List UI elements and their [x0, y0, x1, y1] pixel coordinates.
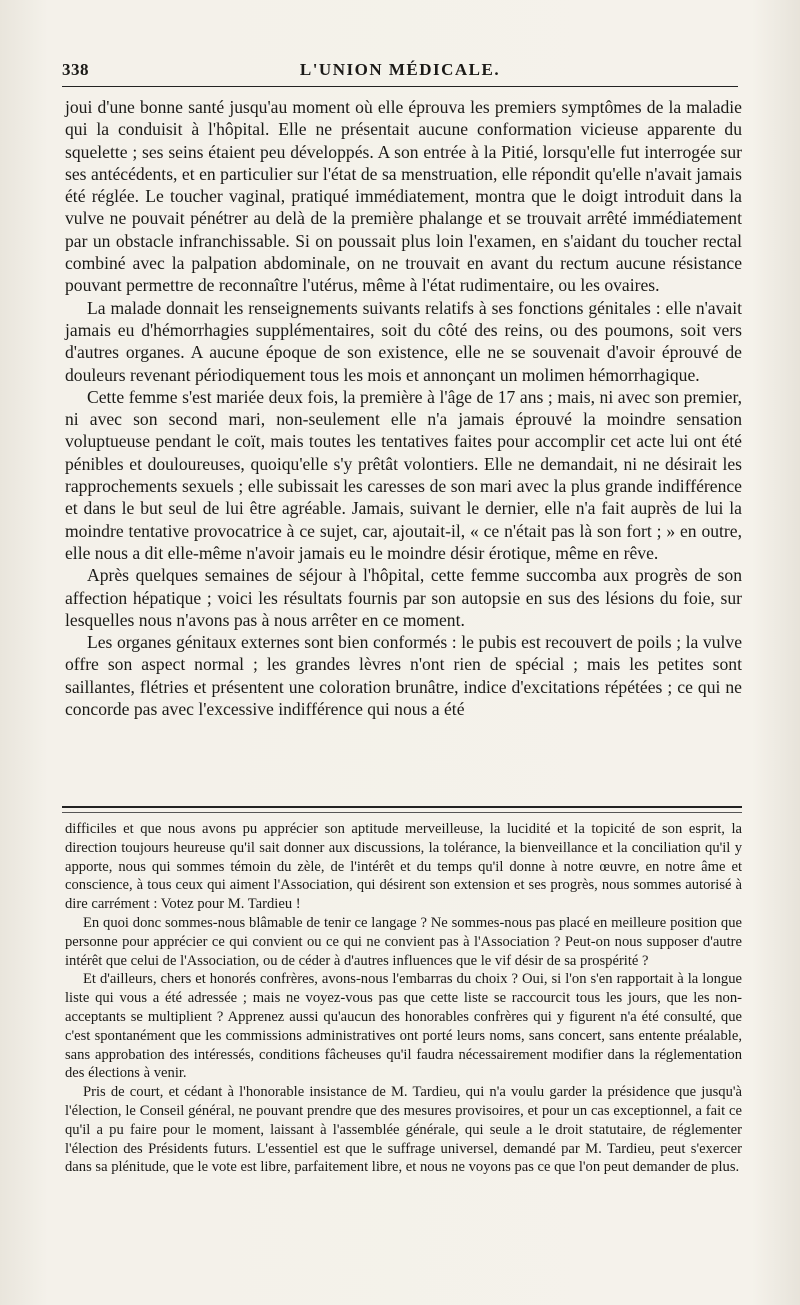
footnote-separator: [62, 806, 742, 813]
footnote-paragraph: Pris de court, et cédant à l'honorable insistance de M. Tardieu, qui n'a voulu garder la présidence que jusqu'à l'élection, le Conseil général, ne pouvant prendre que des mesures provisoires, et pour un cas exceptionnel, a fait ce qu'il a pu faire pour le moment, laissant à l'assemblée générale, qui seule a le droit statutaire, de réglementer l'élection des Présidents futurs. L'essentiel est que le suffrage universel, demandé par M. Tardieu, peut s'exercer dans sa plénitude, que le vote est libre, parfaitement libre, et nous ne voyons pas ce que l'on peut demander de plus.: [65, 1084, 742, 1176]
body-paragraph: Les organes génitaux externes sont bien conformés : le pubis est recouvert de poils ; la vulve offre son aspect normal ; les grandes lèvres n'ont rien de spécial ; mais les petites sont saillantes, flétries et présentent une coloration brunâtre, indice d'excitations répétées ; ce qui ne concorde pas avec l'excessive indifférence qui nous a été: [65, 632, 742, 720]
body-paragraph: joui d'une bonne santé jusqu'au moment où elle éprouva les premiers symptômes de la maladie qui la conduisit à l'hôpital. Elle ne présentait aucune conformation vicieuse apparente du squelette ; ses seins étaient peu développés. A son entrée à la Pitié, lorsqu'elle fut interrogée sur ses antécédents, et en particulier sur l'état de sa menstruation, elle répondit qu'elle n'avait jamais été réglée. Le toucher vaginal, pratiqué immédiatement, montra que le doigt introduit dans la vulve ne pouvait pénétrer au delà de la première phalange et se trouvait arrêté immédiatement par un obstacle infranchissable. Si on poussait plus loin l'examen, en s'aidant du toucher rectal combiné avec la palpation abdominale, on ne trouvait en avant du rectum aucune résistance pouvant permettre de reconnaître l'utérus, même à l'état rudimentaire, ou les ovaires.: [65, 97, 742, 296]
footnote-paragraph: difficiles et que nous avons pu apprécier son aptitude merveilleuse, la lucidité et la topicité de son esprit, la direction toujours heureuse qu'il sait donner aux discussions, la tolérance, la bienveillance et la conciliation qu'il y apporte, nous qui sommes témoin du zèle, de l'intérêt et du temps qu'il donne à notre œuvre, en notre âme et conscience, à tous ceux qui aiment l'Association, qui désirent son extension et ses progrès, nous sommes autorisé à dire carrément : Votez pour M. Tardieu !: [65, 821, 742, 913]
footnote-paragraph: En quoi donc sommes-nous blâmable de tenir ce langage ? Ne sommes-nous pas placé en meilleure position que personne pour apprécier ce qui convient ou ce qui ne convient pas à l'Association ? Peut-on nous supposer d'autre intérêt que celui de l'Association, ou de céder à d'autres influences que le vif désir de sa prospérité ?: [65, 914, 742, 969]
footnote-section: [65, 820, 742, 1177]
footnote-paragraph: Et d'ailleurs, chers et honorés confrères, avons-nous l'embarras du choix ? Oui, si l'on s'en rapportait à la longue liste qui vous a été adressée ; mais ne voyez-vous pas que cette liste se raccourcit tous les jours, que les non-acceptants se multiplient ? Apprenez aussi qu'aucun des honorables confrères qui y figurent n'a été consulté, que c'est spontanément que les commissions administratives ont porté leurs noms, sans concert, sans entente préalable, sans approbation des intéressés, conditions fâcheuses qu'il faudra nécessairement modifier dans la réglementation des élections à venir.: [65, 971, 742, 1082]
body-paragraph: La malade donnait les renseignements suivants relatifs à ses fonctions génitales : elle n'avait jamais eu d'hémorrhagies supplémentaires, soit du côté des reins, ou des poumons, soit vers d'autres organes. A aucune époque de son existence, elle ne se souvenait d'avoir éprouvé de douleurs revenant périodiquement tous les mois et annonçant un molimen hémorrhagique.: [65, 297, 742, 385]
body-paragraph: Cette femme s'est mariée deux fois, la première à l'âge de 17 ans ; mais, ni avec son premier, ni avec son second mari, non-seulement elle n'a jamais éprouvé la moindre sensation voluptueuse pendant le coït, mais toutes les tentatives faites pour accomplir cet acte lui ont été pénibles et douloureuses, quoiqu'elle s'y prêtât volontiers. Elle ne demandait, ni ne désirait les rapprochements sexuels ; elle subissait les caresses de son mari avec la plus grande indifférence et dans le but seul de lui être agréable. Jamais, suivant le dernier, elle n'a fait auprès de lui la moindre tentative provocatrice à ce sujet, car, ajoutait-il, « ce n'était pas là son fort ; » en outre, elle nous a dit elle-même n'avoir jamais eu le moindre désir érotique, même en rêve.: [65, 386, 742, 563]
page-number: 338: [62, 60, 89, 79]
article-body: [65, 96, 742, 720]
body-paragraph: Après quelques semaines de séjour à l'hôpital, cette femme succomba aux progrès de son affection hépatique ; voici les résultats fournis par son autopsie en sus des lésions du foie, sur lesquelles nous n'avons pas à nous arrêter en ce moment.: [65, 565, 742, 630]
running-title: L'UNION MÉDICALE.: [299, 60, 501, 79]
page-header: [62, 60, 738, 87]
